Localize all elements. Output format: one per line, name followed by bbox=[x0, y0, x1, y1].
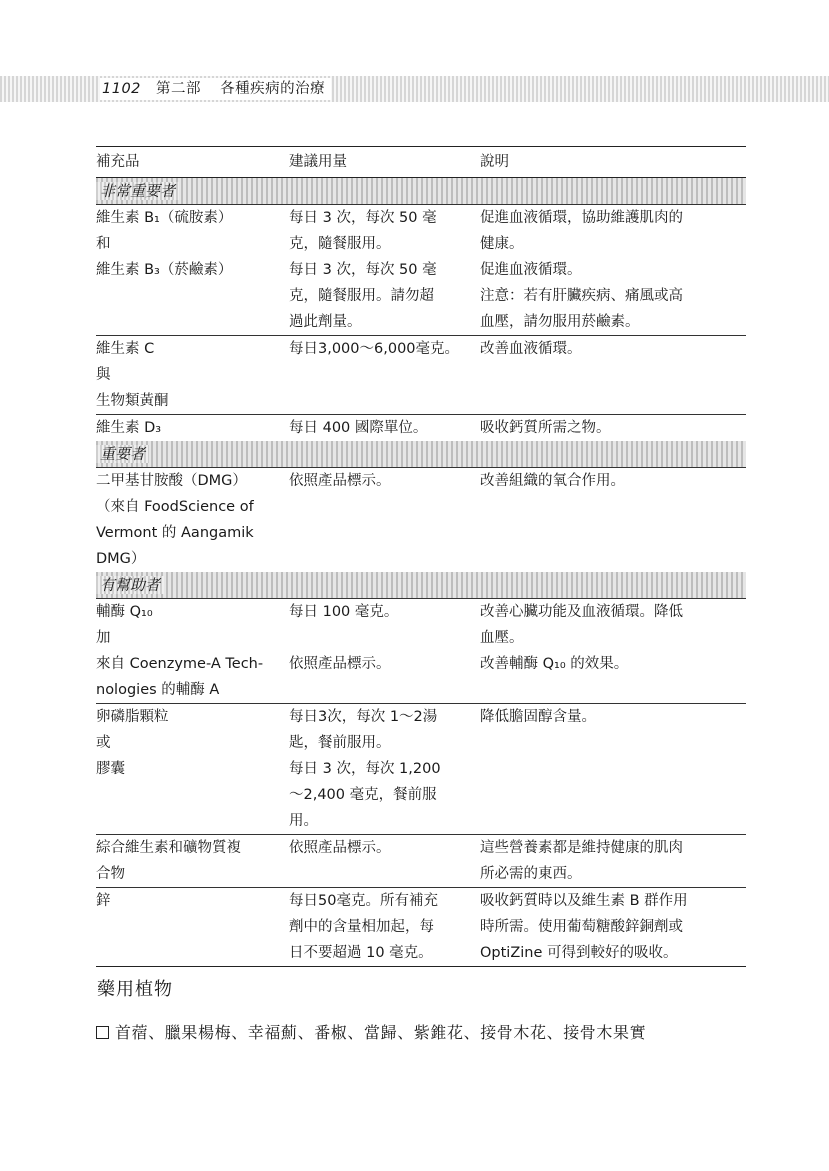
table-row bbox=[96, 888, 746, 967]
table-header-row bbox=[96, 146, 746, 178]
note-cell: 降低膽固醇含量。 bbox=[480, 709, 596, 725]
column-header-dosage: 建議用量 bbox=[289, 154, 347, 170]
note-cell: 促進血液循環，協助維護肌肉的 健康。 促進血液循環。 注意：若有肝臟疾病、痛風或高 血壓，請勿服用菸鹼素。 bbox=[480, 210, 683, 330]
dosage-cell: 每日3,000～6,000毫克。 bbox=[289, 341, 460, 357]
supplement-table bbox=[96, 146, 746, 967]
note-cell: 改善組織的氧合作用。 bbox=[480, 473, 625, 489]
herbs-heading: 藥用植物 bbox=[97, 979, 173, 1000]
table-row bbox=[96, 468, 746, 572]
running-header bbox=[100, 78, 331, 100]
table-row bbox=[96, 835, 746, 888]
supplement-cell: 卵磷脂顆粒 或 膠囊 bbox=[96, 709, 169, 777]
dosage-cell: 每日50毫克。所有補充 劑中的含量相加起，每 日不要超過 10 毫克。 bbox=[289, 893, 438, 961]
dosage-cell: 每日 100 毫克。 依照產品標示。 bbox=[289, 604, 399, 672]
dosage-cell: 每日 400 國際單位。 bbox=[289, 420, 428, 436]
table-row bbox=[96, 415, 746, 441]
checkbox-square-icon bbox=[96, 1026, 109, 1039]
table-row bbox=[96, 336, 746, 415]
note-cell: 這些營養素都是維持健康的肌肉 所必需的東西。 bbox=[480, 840, 683, 882]
note-cell: 改善心臟功能及血液循環。降低 血壓。 改善輔酶 Q₁₀ 的效果。 bbox=[480, 604, 683, 672]
dosage-cell: 每日3次，每次 1～2湯 匙，餐前服用。 每日 3 次，每次 1,200 ～2,400 毫克，餐前服 用。 bbox=[289, 709, 441, 829]
table-row bbox=[96, 205, 746, 336]
table-row bbox=[96, 704, 746, 835]
supplement-cell: 鋅 bbox=[96, 893, 111, 909]
supplement-cell: 綜合維生素和礦物質複 合物 bbox=[96, 840, 241, 882]
section-helpful: 有幫助者 bbox=[96, 572, 746, 599]
chapter-title: 各種疾病的治療 bbox=[220, 81, 326, 97]
supplement-cell: 輔酶 Q₁₀ 加 來自 Coenzyme-A Tech- nologies 的輔酶 A bbox=[96, 604, 264, 698]
section-very-important: 非常重要者 bbox=[96, 178, 746, 205]
dosage-cell: 依照產品標示。 bbox=[289, 840, 391, 856]
dosage-cell: 依照產品標示。 bbox=[289, 473, 391, 489]
supplement-cell: 維生素 B₁（硫胺素） 和 維生素 B₃（菸鹼素） bbox=[96, 210, 233, 278]
page-number: 1102 bbox=[102, 81, 141, 97]
column-header-supplement: 補充品 bbox=[96, 154, 140, 170]
supplement-cell: 二甲基甘胺酸（DMG） （來自 FoodScience of Vermont 的 Aangamik DMG） bbox=[96, 473, 254, 567]
note-cell: 吸收鈣質時以及維生素 B 群作用 時所需。使用葡萄糖酸鋅銅劑或 OptiZine 可得到較好的吸收。 bbox=[480, 893, 688, 961]
dosage-cell: 每日 3 次，每次 50 毫 克，隨餐服用。 每日 3 次，每次 50 毫 克，隨餐服用。請勿超 過此劑量。 bbox=[289, 210, 437, 330]
herbs-text: 首蓿、臘果楊梅、幸福薊、番椒、當歸、紫錐花、接骨木花、接骨木果實 bbox=[115, 1023, 647, 1042]
supplement-cell: 維生素 C 與 生物類黃酮 bbox=[96, 341, 169, 409]
note-cell: 改善血液循環。 bbox=[480, 341, 582, 357]
table-row bbox=[96, 599, 746, 704]
supplement-cell: 維生素 D₃ bbox=[96, 420, 162, 436]
note-cell: 吸收鈣質所需之物。 bbox=[480, 420, 611, 436]
section-important: 重要者 bbox=[96, 441, 746, 468]
column-header-note: 說明 bbox=[480, 154, 509, 170]
part-label: 第二部 bbox=[156, 81, 202, 97]
herbs-list bbox=[96, 1020, 646, 1043]
